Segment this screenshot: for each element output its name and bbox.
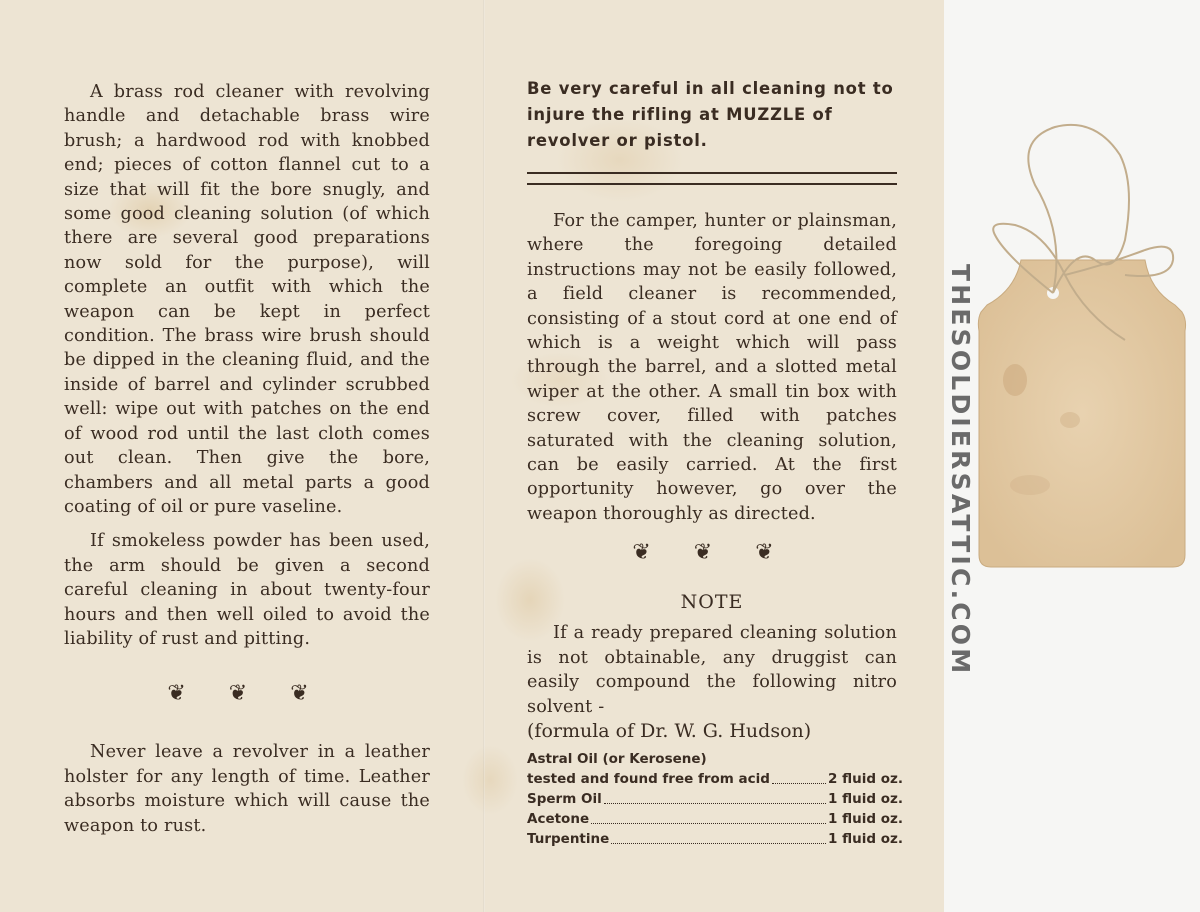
recipe-qty: 1 fluid oz.: [828, 790, 903, 807]
recipe-qty: 1 fluid oz.: [828, 810, 903, 827]
muzzle-warning: Be very careful in all cleaning not to injure the rifling at MUZZLE of revolver or pistol.: [527, 79, 894, 150]
formula-caption: (formula of Dr. W. G. Hudson): [527, 719, 812, 742]
solvent-recipe: [527, 749, 903, 849]
left-paragraph-leather-holster: Never leave a revolver in a leather holster for any length of time. Leather absorbs moisture which will cause the weapon to rust.: [64, 742, 430, 836]
right-page: [527, 76, 903, 849]
recipe-name: Sperm Oil: [527, 790, 602, 807]
paper-tag: [975, 115, 1200, 575]
recipe-row-acetone: [527, 809, 903, 829]
note-text: If a ready prepared cleaning solution is not obtainable, any druggist can easily compound the following nitro solvent -: [527, 623, 897, 717]
recipe-qty: 1 fluid oz.: [828, 830, 903, 847]
dot-leader: [591, 809, 826, 824]
recipe-name: Acetone: [527, 810, 590, 827]
dot-leader: [604, 789, 826, 804]
flower-ornament: ❦ ❦ ❦: [632, 540, 792, 566]
recipe-qty: 2 fluid oz.: [828, 770, 903, 787]
double-rule-divider: [527, 172, 897, 185]
recipe-astral-oil-line1: Astral Oil (or Kerosene): [527, 750, 707, 767]
recipe-row-astral-oil: [527, 769, 903, 789]
dot-leader: [611, 829, 826, 844]
tag-with-string-icon: [975, 115, 1200, 575]
watermark-text: THESOLDIERSATTIC.COM: [946, 263, 975, 677]
dot-leader: [772, 769, 826, 784]
left-page: [64, 80, 430, 848]
left-paragraph-cleaning-kit: A brass rod cleaner with revolving handle and detachable brass wire brush; a hardwood rod with knobbed end; pieces of cotton flannel cut to a size that will fit the bore snugly, and some good cleaning solution (of which there are several good preparations now sold for the purpose), will complete an outfit with which the weapon can be kept in perfect condition. The brass wire brush should be dipped in the cleaning fluid, and the inside of barrel and cylinder scrubbed well: wipe out with patches on the end of wood rod until the last cloth comes out clean. Then give the bore, chambers and all metal parts a good coating of oil or pure vaseline.: [64, 82, 430, 517]
center-fold: [483, 0, 485, 912]
recipe-astral-oil-line2: tested and found free from acid: [527, 770, 770, 787]
recipe-row-turpentine: [527, 829, 903, 849]
note-heading: NOTE: [680, 591, 744, 614]
recipe-name: Turpentine: [527, 830, 610, 847]
left-paragraph-smokeless-powder: If smokeless powder has been used, the arm should be given a second careful cleaning in about twenty-four hours and then well oiled to avoid the liability of rust and pitting.: [64, 531, 430, 649]
recipe-row-sperm-oil: [527, 789, 903, 809]
right-paragraph-field-cleaner: For the camper, hunter or plainsman, where the foregoing detailed instructions may not be easily followed, a field cleaner is recommended, consisting of a stout cord at one end of which is a weight which will pass through the barrel, and a slotted metal wiper at the other. A small tin box with screw cover, filled with patches saturated with the cleaning solution, can be easily carried. At the first opportunity however, go over the weapon thoroughly as directed.: [527, 211, 897, 524]
flower-ornament: ❦ ❦ ❦: [167, 681, 327, 707]
